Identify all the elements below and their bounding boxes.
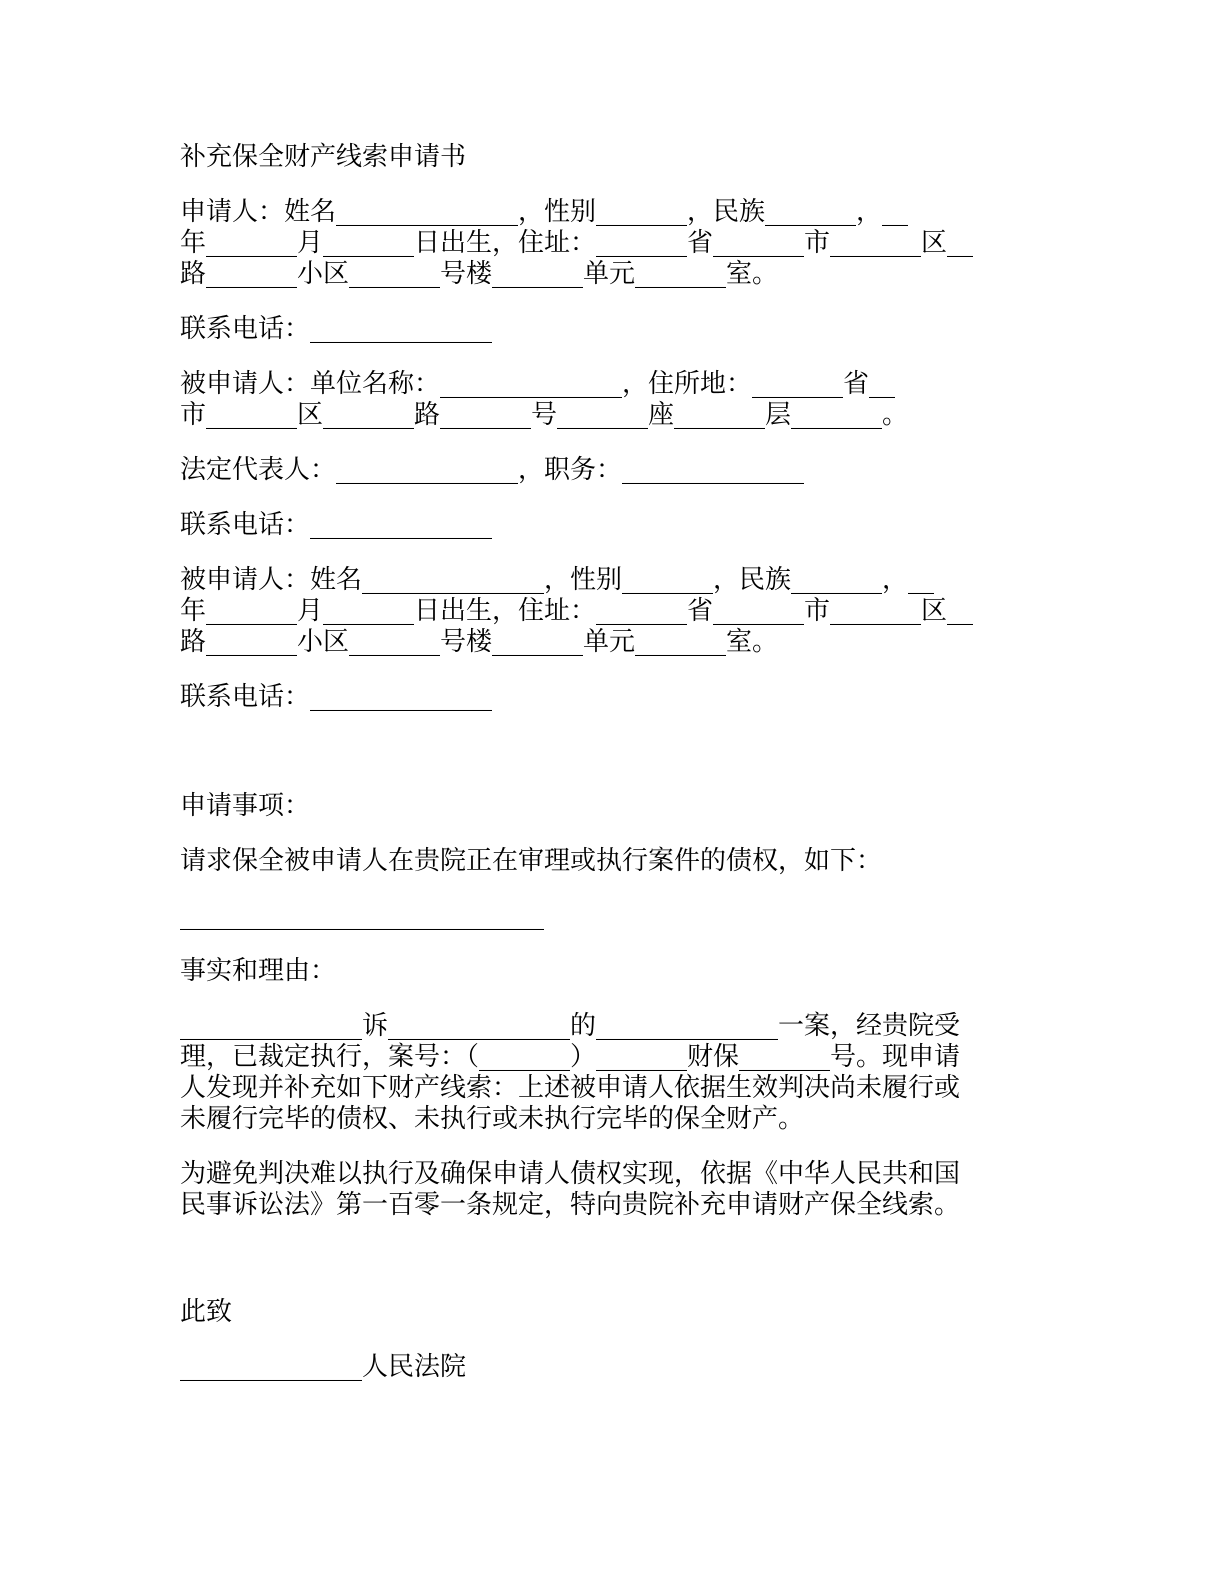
respondent-person-line-1: 被申请人：姓名______________，性别_______，民族_______，__ <box>180 565 935 595</box>
document-page <box>180 142 1040 1383</box>
closing-salutation: 此致 <box>180 1297 233 1327</box>
request-blank: ____________________________ <box>180 901 544 931</box>
respondent-company-section <box>180 369 1040 431</box>
request-text: 请求保全被申请人在贵院正在审理或执行案件的债权，如下： <box>180 846 883 876</box>
legal-representative-line: 法定代表人：______________，职务：______________ <box>180 455 805 485</box>
document-title: 补充保全财产线索申请书 <box>180 142 467 172</box>
facts-heading: 事实和理由： <box>180 956 337 986</box>
respondent-person-section <box>180 565 1040 658</box>
respondent-person-line-2: 年_______月_______日出生，住址：_______省_______市_______区__ <box>180 596 974 626</box>
applicant-section <box>180 197 1040 290</box>
respondent-person-phone: 联系电话：______________ <box>180 682 493 712</box>
applicant-line-2: 年_______月_______日出生，住址：_______省_______市_______区__ <box>180 228 974 258</box>
applicant-line-3: 路_______小区_______号楼_______单元_______室。 <box>180 259 779 289</box>
applicant-line-1: 申请人：姓名______________，性别_______，民族_______，__ <box>180 197 909 227</box>
request-heading: 申请事项： <box>180 791 311 821</box>
facts-p2-line-2: 民事诉讼法》第一百零一条规定，特向贵院补充申请财产保全线索。 <box>180 1190 961 1220</box>
facts-paragraph-2 <box>180 1159 1040 1221</box>
applicant-phone: 联系电话：______________ <box>180 314 493 344</box>
facts-p1-line-4: 未履行完毕的债权、未执行或未执行完毕的保全财产。 <box>180 1104 805 1134</box>
respondent-company-line-1: 被申请人：单位名称：______________，住所地：_______省__ <box>180 369 896 399</box>
respondent-person-line-3: 路_______小区_______号楼_______单元_______室。 <box>180 627 779 657</box>
facts-p1-line-3: 人发现并补充如下财产线索：上述被申请人依据生效判决尚未履行或 <box>180 1073 961 1103</box>
closing-court: ______________人民法院 <box>180 1352 467 1382</box>
respondent-company-phone: 联系电话：______________ <box>180 510 493 540</box>
facts-paragraph-1 <box>180 1011 1040 1135</box>
facts-p1-line-2: 理，已裁定执行，案号：（_______）_______财保_______号。现申请 <box>180 1042 961 1072</box>
facts-p1-line-1: ______________诉______________的______________一案，经贵院受 <box>180 1011 961 1041</box>
respondent-company-line-2: 市_______区_______路_______号_______座_______层_______。 <box>180 400 908 430</box>
facts-p2-line-1: 为避免判决难以执行及确保申请人债权实现，依据《中华人民共和国 <box>180 1159 961 1189</box>
